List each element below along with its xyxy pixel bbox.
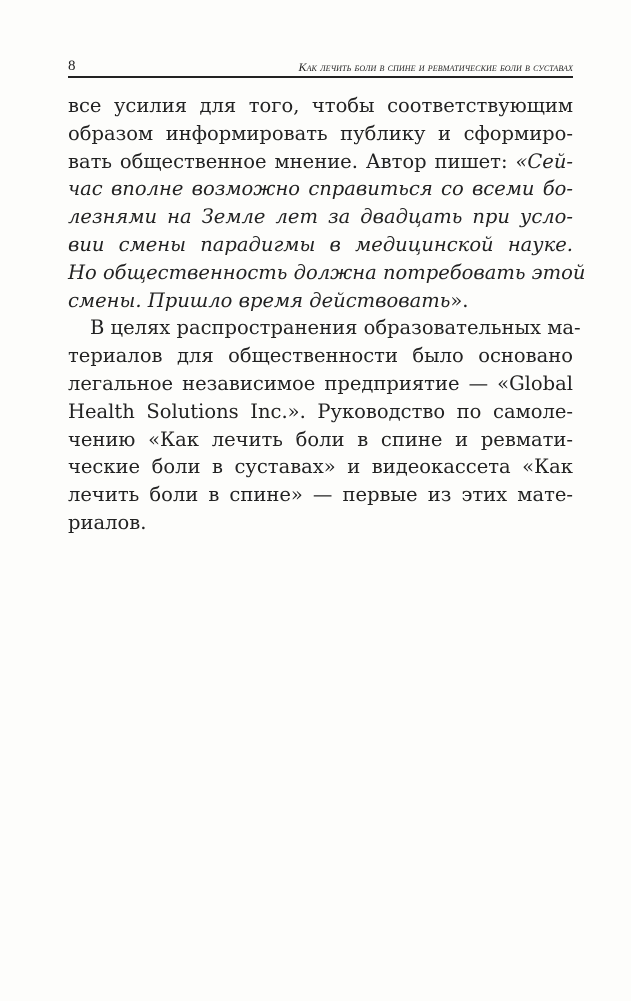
text-line bbox=[68, 314, 581, 342]
quote-text: лезнями на Земле лет за двадцать при усло- bbox=[68, 205, 573, 229]
body-text: все усилия для того, чтобы соответствующим bbox=[68, 94, 573, 117]
text-line bbox=[68, 287, 573, 315]
running-header bbox=[68, 58, 573, 78]
text-line bbox=[68, 203, 573, 231]
text-line bbox=[68, 92, 573, 120]
page-body bbox=[68, 92, 586, 537]
text-line bbox=[68, 231, 573, 259]
body-text: В целях распространения образовательных ма- bbox=[90, 316, 581, 340]
text-line bbox=[68, 370, 573, 398]
body-text: териалов для общественности было основано bbox=[68, 344, 573, 368]
quote-text: «Сей- bbox=[515, 149, 573, 173]
text-line bbox=[68, 509, 573, 537]
body-text: риалов. bbox=[68, 510, 147, 534]
text-line bbox=[68, 148, 573, 176]
quote-text: вии смены парадигмы в медицинской науке. bbox=[68, 232, 573, 256]
quote-text: Но общественность должна потребовать этой bbox=[68, 260, 586, 284]
text-line bbox=[68, 175, 573, 203]
body-text: Health Solutions Inc.». Руководство по самоле- bbox=[68, 399, 573, 423]
body-text: образом информировать публику и сформиро- bbox=[68, 121, 573, 145]
text-line bbox=[68, 342, 573, 370]
page-number: 8 bbox=[68, 58, 76, 74]
text-line bbox=[68, 259, 586, 287]
body-text: лечить боли в спине» — первые из этих мате- bbox=[68, 483, 573, 507]
body-text: чению «Как лечить боли в спине и ревмати- bbox=[68, 427, 573, 451]
text-line bbox=[68, 426, 573, 454]
running-title: Как лечить боли в спине и ревматические боли в суставах bbox=[298, 60, 573, 74]
body-text: ческие боли в суставах» и видеокассета «Как bbox=[68, 455, 573, 479]
body-text: ». bbox=[450, 288, 469, 312]
body-text: вать общественное мнение. Автор пишет: bbox=[68, 149, 516, 173]
quote-text: час вполне возможно справиться со всеми бо- bbox=[68, 177, 573, 201]
text-line bbox=[68, 120, 573, 148]
text-line bbox=[68, 453, 573, 481]
text-line bbox=[68, 481, 573, 509]
quote-text: смены. Пришло время действовать bbox=[68, 288, 451, 312]
body-text: легальное независимое предприятие — «Global bbox=[68, 371, 573, 395]
text-line bbox=[68, 398, 573, 426]
